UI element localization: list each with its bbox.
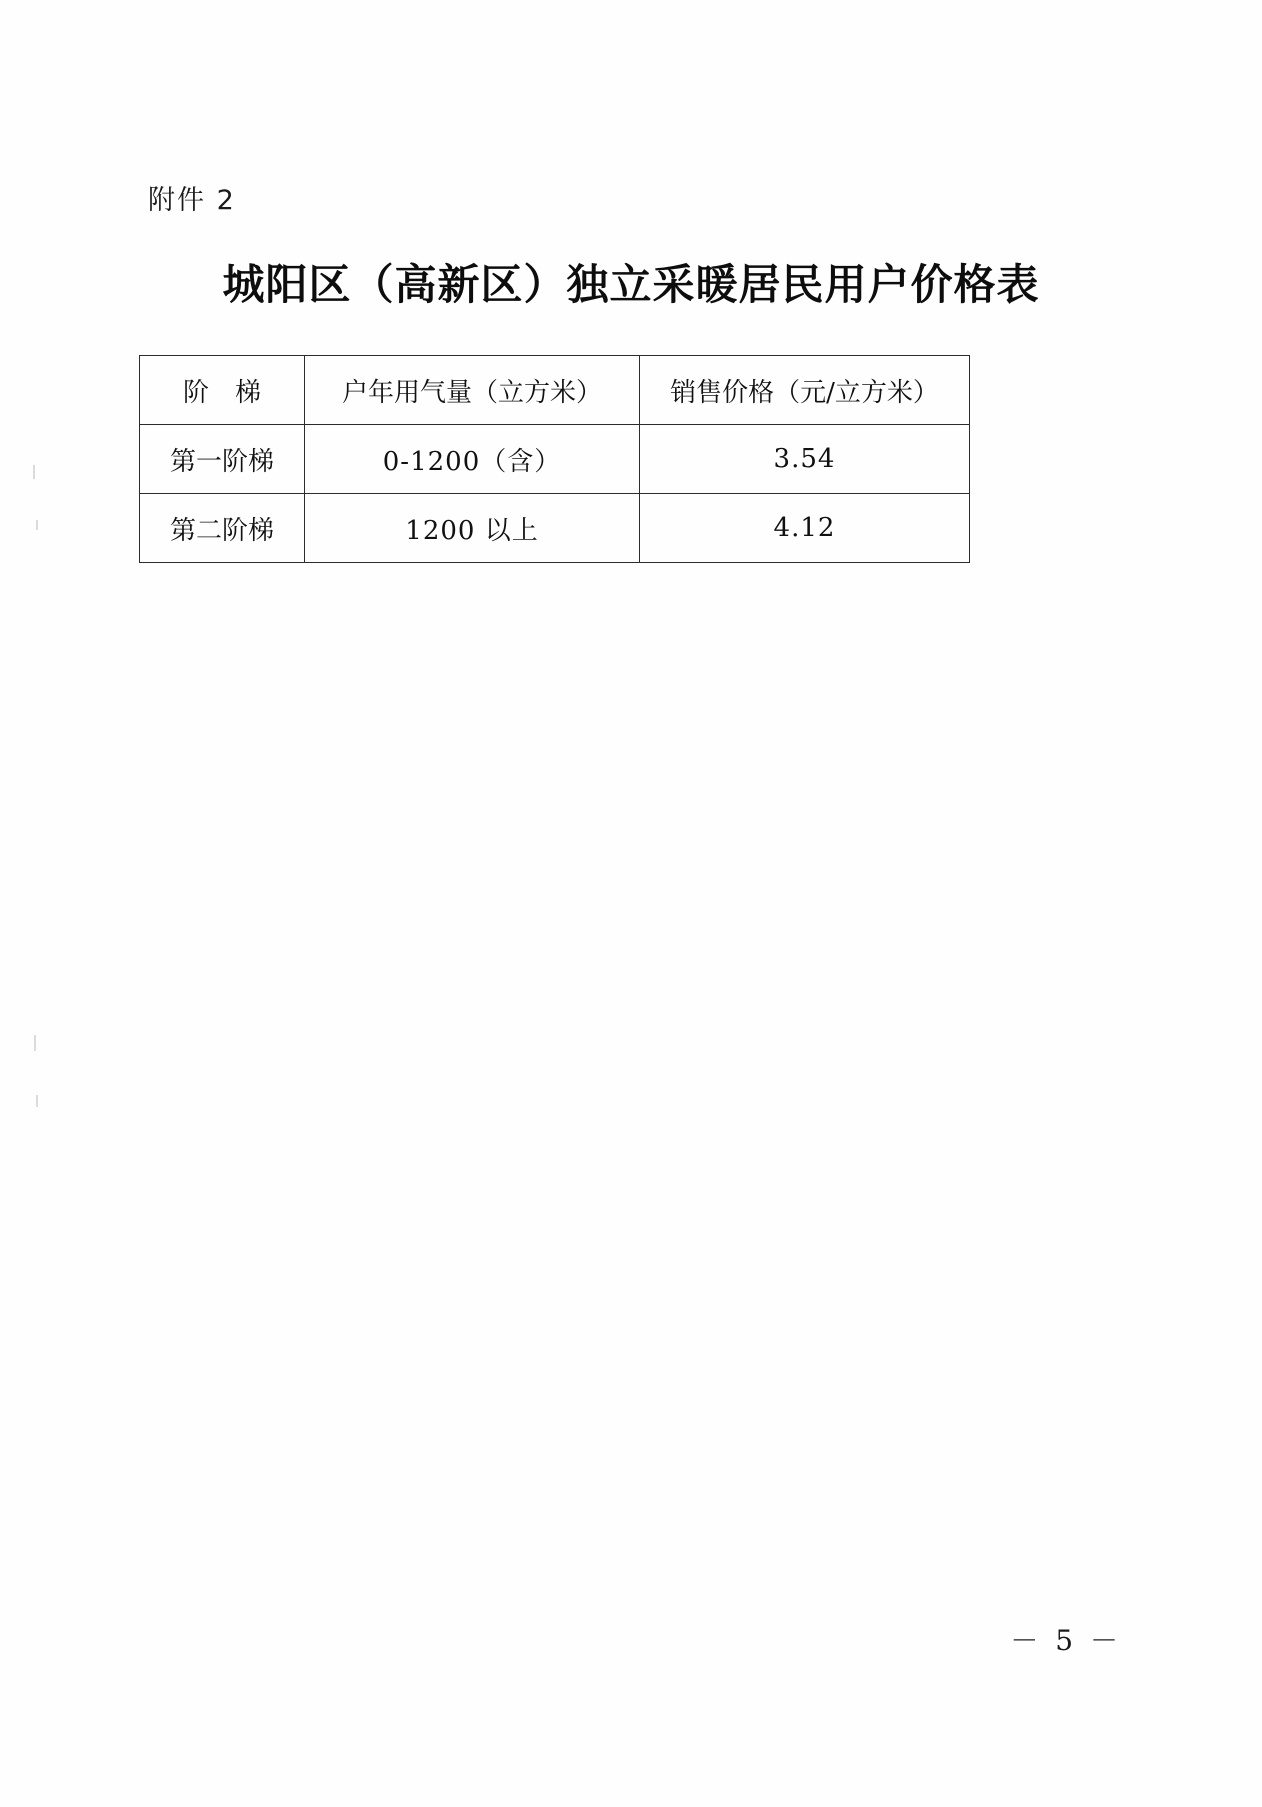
table-row [140, 494, 970, 563]
price-cell: 4.12 [640, 494, 970, 563]
scan-speckle [36, 1095, 38, 1107]
usage-range-cell: 0-1200（含） [305, 425, 640, 494]
page-title: 城阳区（高新区）独立采暖居民用户价格表 [222, 260, 1040, 309]
table-row [140, 425, 970, 494]
table-header-cell: 户年用气量（立方米） [305, 356, 640, 425]
price-table [139, 355, 970, 563]
table-header-cell: 阶 梯 [140, 356, 305, 425]
table-header-row [140, 356, 970, 425]
price-cell: 3.54 [640, 425, 970, 494]
usage-range-cell: 1200 以上 [305, 494, 640, 563]
tier-name-cell: 第二阶梯 [140, 494, 305, 563]
tier-name-cell: 第一阶梯 [140, 425, 305, 494]
attachment-label: 附件 2 [148, 185, 236, 216]
page-number: － 5 － [1010, 1624, 1122, 1657]
scan-speckle [33, 465, 35, 479]
scan-speckle [34, 1035, 36, 1051]
table-header-cell: 销售价格（元/立方米） [640, 356, 970, 425]
scan-speckle [36, 520, 38, 530]
